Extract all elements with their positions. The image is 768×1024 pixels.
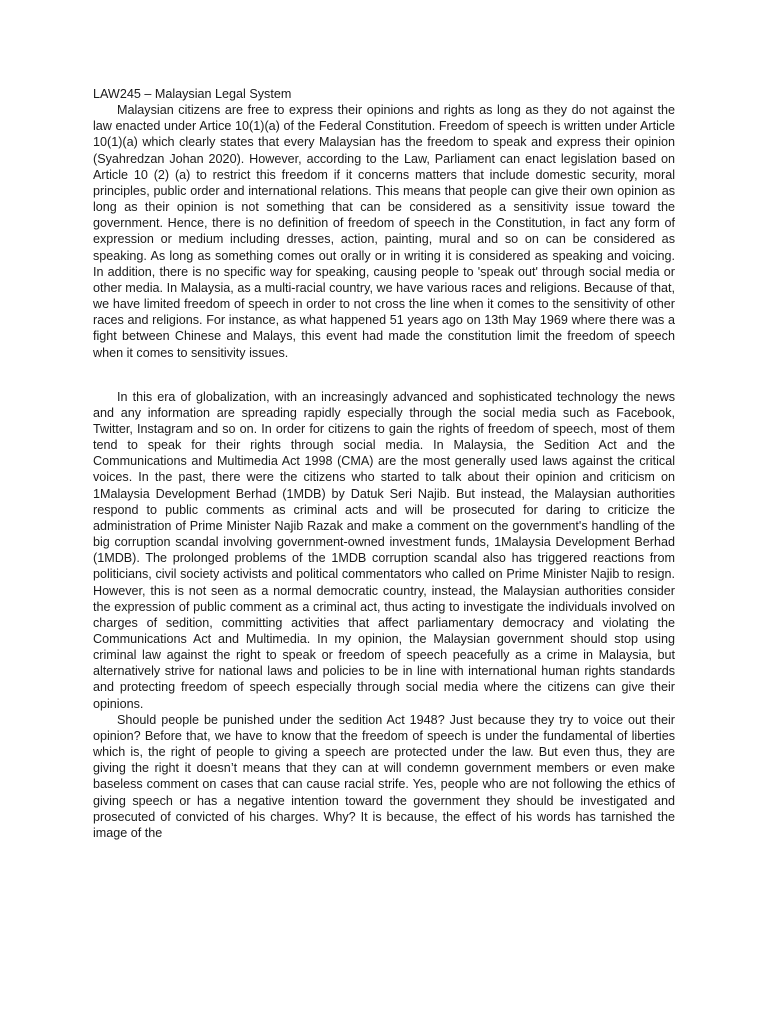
paragraph-gap — [93, 361, 675, 389]
paragraph-globalization: In this era of globalization, with an increasingly advanced and sophisticated technology the news and any information are spreading rapidly especially through the social media such as Facebook, Twitter, Instagram and so on. In order for citizens to gain the rights of freedom of speech, most of them tend to speak for their rights through social media. In Malaysia, the Sedition Act and the Communications and Multimedia Act 1998 (CMA) are the most generally used laws against the critical voices. In the past, there were the citizens who started to talk about their opinion and criticism on 1Malaysia Development Berhad (1MDB) by Datuk Seri Najib. But instead, the Malaysian authorities respond to public comments as criminal acts and will be prosecuted for daring to criticize the administration of Prime Minister Najib Razak and make a comment on the government's handling of the big corruption scandal involving government-owned investment funds, 1Malaysia Development Berhad (1MDB). The prolonged problems of the 1MDB corruption scandal also has triggered reactions from politicians, civil society activists and political commentators who called on Prime Minister Najib to resign. However, this is not seen as a normal democratic country, instead, the Malaysian authorities consider the expression of public comment as a criminal act, thus acting to investigate the individuals involved on charges of sedition, committing activities that affect parliamentary democracy and violating the Communications Act and Multimedia. In my opinion, the Malaysian government should stop using criminal law against the right to speak or freedom of speech peacefully as a crime in Malaysia, but alternatively strive for national laws and policies to be in line with international human rights standards and protecting freedom of speech especially through social media where the citizens can give their opinions. — [93, 389, 675, 711]
paragraph-freedom-of-speech: Malaysian citizens are free to express their opinions and rights as long as they do not against the law enacted under Artice 10(1)(a) of the Federal Constitution. Freedom of speech is written under Article 10(1)(a) which clearly states that every Malaysian has the freedom to speak and express their opinion (Syahredzan Johan 2020). However, according to the Law, Parliament can enact legislation based on Article 10 (2) (a) to restrict this freedom if it concerns matters that include domestic security, moral principles, public order and international relations. This means that people can give their own opinion as long as their opinion is not something that can be considered as a sensitivity issue toward the government. Hence, there is no definition of freedom of speech in the Constitution, in fact any form of expression or medium including dresses, action, painting, mural and so on can be considered as speaking. As long as something comes out orally or in writing it is considered as speaking and voicing. In addition, there is no specific way for speaking, causing people to 'speak out' through social media or other media. In Malaysia, as a multi-racial country, we have various races and religions. Because of that, we have limited freedom of speech in order to not cross the line when it comes to the sensitivity of other races and religions. For instance, as what happened 51 years ago on 13th May 1969 where there was a fight between Chinese and Malays, this event had made the constitution limit the freedom of speech when it comes to sensitivity issues. — [93, 103, 675, 360]
document-title: LAW245 – Malaysian Legal System — [93, 87, 292, 101]
document-page — [93, 86, 675, 841]
paragraph-sedition-act: Should people be punished under the sedition Act 1948? Just because they try to voice out their opinion? Before that, we have to know that the freedom of speech is under the fundamental of liberties which is, the right of people to giving a speech are protected under the law. But even thus, they are giving the right it doesn’t means that they can at will condemn government members or even make baseless comment on cases that can cause racial strife. Yes, people who are not following the ethics of giving speech or has a negative intention toward the government they should be investigated and prosecuted of convicted of his charges. Why? It is because, the effect of his words has tarnished the image of the — [93, 712, 675, 840]
